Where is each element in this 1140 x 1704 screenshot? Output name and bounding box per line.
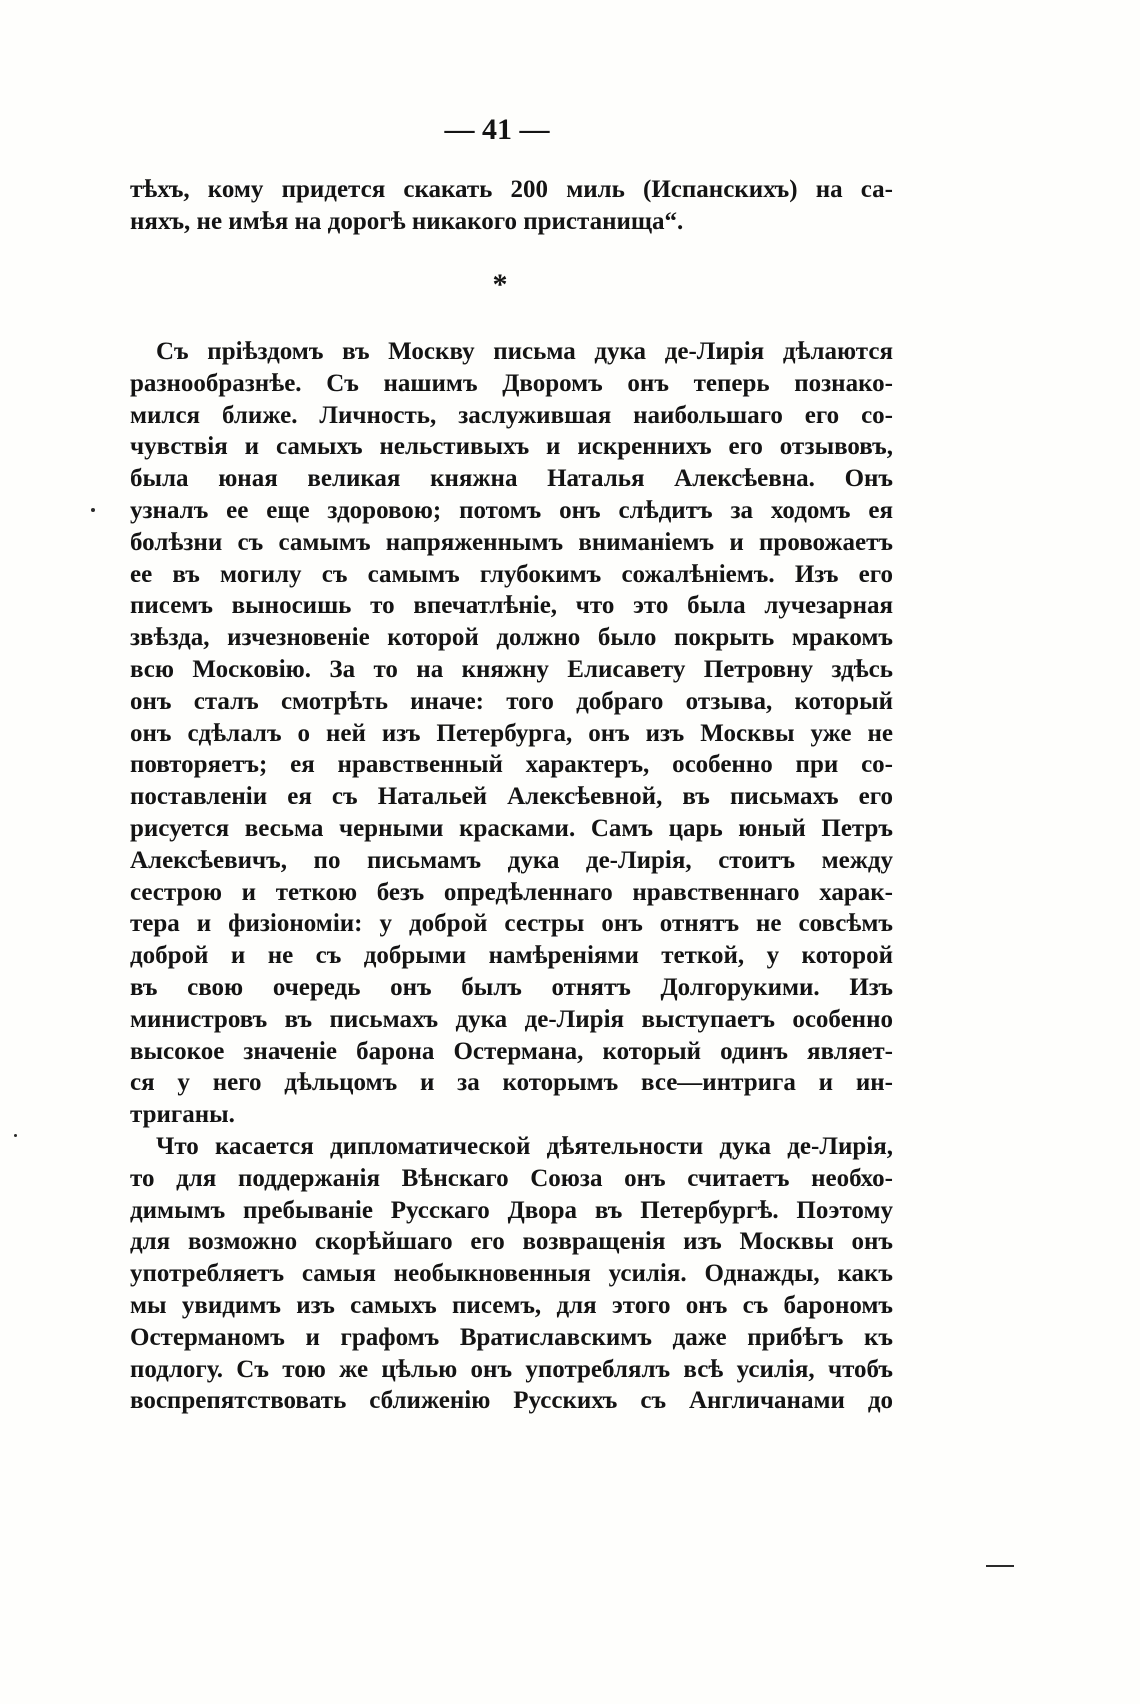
text-line: Съ пріѣздомъ въ Москву письма дука де-Лирія дѣлаются [156, 338, 893, 365]
text-line: была юная великая княжна Наталья Алексѣевна. Онъ [130, 465, 893, 493]
text-line: рисуется весьма черными красками. Самъ царь юный Петръ [130, 814, 893, 842]
text-line: звѣзда, изчезновеніе которой должно было покрыть мракомъ [130, 624, 893, 652]
text-line: доброй и не съ добрыми намѣреніями теткой, у которой [130, 942, 893, 970]
scan-mark [986, 1565, 1014, 1567]
body-text [130, 336, 893, 1417]
page-number: — 41 — [444, 113, 550, 146]
scan-speck [14, 1134, 17, 1137]
text-line: триганы. [130, 1101, 235, 1129]
text-line: то для поддержанія Вѣнскаго Союза онъ считаетъ необхо- [130, 1164, 893, 1192]
text-line: онъ сталъ смотрѣть иначе: того добраго отзыва, который [130, 687, 893, 715]
text-line: болѣзни съ самымъ напряженнымъ вниманіемъ и провожаетъ [130, 528, 893, 556]
text-line: чувствія и самыхъ нельстивыхъ и искреннихъ его отзывовъ, [130, 433, 893, 461]
paragraph [130, 1131, 893, 1417]
text-line: всю Московію. За то на княжну Елисавету Петровну здѣсь [130, 655, 893, 683]
text-line: въ свою очередь онъ былъ отнятъ Долгорукими. Изъ [130, 973, 893, 1001]
text-line: сестрою и теткою безъ опредѣленнаго нравственнаго харак- [130, 878, 893, 906]
text-line: ся у него дѣльцомъ и за которымъ все—интрига и ин- [130, 1069, 893, 1097]
text-line: употребляетъ самыя необыкновенныя усилія. Однажды, какъ [130, 1260, 893, 1288]
text-line: тера и физіономіи: у доброй сестры онъ отнятъ не совсѣмъ [130, 910, 893, 938]
text-line: повторяетъ; ея нравственный характеръ, особенно при со- [130, 751, 893, 779]
text-line: писемъ выносишь то впечатлѣніе, что это была лучезарная [130, 592, 893, 620]
text-line: узналъ ее еще здоровою; потомъ онъ слѣдитъ за ходомъ ея [130, 496, 893, 524]
section-separator: * [492, 268, 508, 301]
text-line: Алексѣевичъ, по письмамъ дука де-Лирія, стоитъ между [130, 846, 893, 874]
text-line: мы увидимъ изъ самыхъ писемъ, для этого онъ съ барономъ [130, 1291, 893, 1319]
scan-speck [91, 508, 95, 512]
text-line: Что касается дипломатической дѣятельности дука де-Лирія, [156, 1132, 893, 1160]
text-line: подлогу. Съ тою же цѣлью онъ употреблялъ всѣ усилія, чтобъ [130, 1355, 893, 1383]
paragraph [130, 336, 893, 1131]
text-line: для возможно скорѣйшаго его возвращенія изъ Москвы онъ [130, 1228, 893, 1256]
text-line: воспрепятствовать сближенію Русскихъ съ Англичанами до [130, 1387, 893, 1415]
text-line: ее въ могилу съ самымъ глубокимъ сожалѣніемъ. Изъ его [130, 560, 893, 588]
text-line: министровъ въ письмахъ дука де-Лирія выступаетъ особенно [130, 1005, 893, 1033]
text-line: онъ сдѣлалъ о ней изъ Петербурга, онъ изъ Москвы уже не [130, 719, 893, 747]
text-line: мился ближе. Личность, заслужившая наибольшаго его со- [130, 401, 893, 429]
text-line: димымъ пребываніе Русскаго Двора въ Петербургѣ. Поэтому [130, 1196, 893, 1224]
text-line: няхъ, не имѣя на дорогѣ никакого пристанища“. [130, 207, 684, 235]
text-line: разнообразнѣе. Съ нашимъ Дворомъ онъ теперь познако- [130, 369, 893, 397]
text-line: поставленіи ея съ Натальей Алексѣевной, въ письмахъ его [130, 783, 893, 811]
text-line: тѣхъ, кому придется скакать 200 миль (Испанскихъ) на са- [130, 176, 893, 203]
text-line: высокое значеніе барона Остермана, который одинъ являет- [130, 1037, 893, 1065]
continued-paragraph [130, 174, 893, 238]
text-line: Остерманомъ и графомъ Вратиславскимъ даже прибѣгъ къ [130, 1323, 893, 1351]
